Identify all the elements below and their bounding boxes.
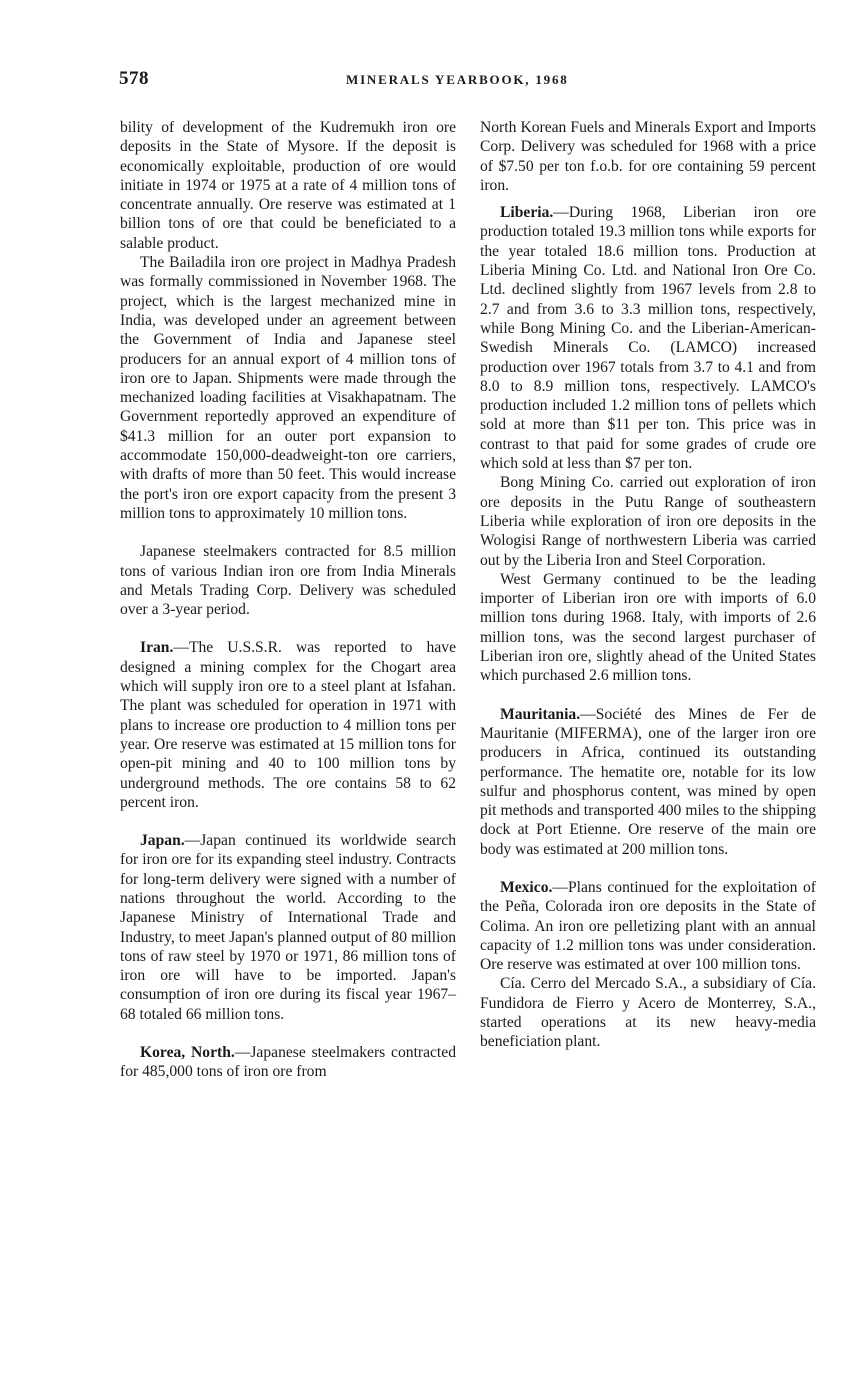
paragraph-japanese-contract: Japanese steelmakers contracted for 8.5 million tons of various Indian iron ore from India Minerals and Metals Trading Corp. Delivery was scheduled over a 3-year period. bbox=[120, 543, 456, 619]
text-mexico: —Plans continued for the exploitation of the Peña, Colorada iron ore deposits in the State of Colima. An iron ore pelletizing plant with an annual capacity of 1.2 million tons was under consideration. Ore reserve was estimated at over 100 million tons. bbox=[480, 878, 816, 974]
heading-japan: Japan. bbox=[140, 832, 185, 850]
running-title: MINERALS YEARBOOK, 1968 bbox=[346, 72, 569, 87]
right-column bbox=[480, 118, 816, 1052]
section-mexico bbox=[480, 878, 816, 974]
text-japan: —Japan continued its worldwide search for iron ore for its expanding steel industry. Contracts for long-term delivery were signed with a number of nations throughout the world. According to the Japanese Ministry of International Trade and Industry, to meet Japan's planned output of 80 million tons of raw steel by 1970 or 1971, 86 million tons of iron ore will have to be imported. Japan's consumption of iron ore during its fiscal year 1967–68 totaled 66 million tons. bbox=[120, 832, 456, 1023]
text-liberia: —During 1968, Liberian iron ore production totaled 19.3 million tons while exports for the year totaled 18.6 million tons. Production at Liberia Mining Co. Ltd. and National Iron Ore Co. Ltd. declined slightly from 1967 levels from 2.8 to 2.7 and from 3.6 to 3.3 million tons, respectively, while Bong Mining Co. and the Liberian-American-Swedish Minerals Co. (LAMCO) increased production over 1967 totals from 3.7 to 4.1 and from 8.0 to 8.9 million tons, respectively. LAMCO's production included 1.2 million tons of pellets which sold at more than $11 per ton. This price was in contrast to that paid for some grades of crude ore which sold at less than $7 per ton. bbox=[480, 204, 816, 473]
paragraph-kudremukh: bility of development of the Kudremukh iron ore deposits in the State of Mysore. If the deposit is economically exploitable, production of ore would initiate in 1974 or 1975 at a rate of 4 million tons of concentrate annually. Ore reserve was estimated at 1 billion tons of ore that could be beneficiated to a salable product. bbox=[120, 119, 456, 252]
paragraph-bong-mining: Bong Mining Co. carried out exploration of iron ore deposits in the Putu Range of southeastern Liberia while exploration of iron ore deposits in the Wologisi Range of northwestern Liberia was carried out by the Liberia Iron and Steel Corporation. bbox=[480, 474, 816, 569]
section-japan bbox=[120, 831, 456, 1024]
paragraph-bailadila: The Bailadila iron ore project in Madhya Pradesh was formally commissioned in November 1968. The project, which is the largest mechanized mine in India, was developed under an agreement between the Government of India and Japanese steel producers for an annual export of 4 million tons of iron ore to Japan. Shipments were made through the mechanized loading facilities at Visakhapatnam. The Government reportedly approved an expenditure of $41.3 million for an outer port expansion to accommodate 150,000-deadweight-ton ore carriers, with drafts of more than 50 feet. This would increase the port's iron ore export capacity from the present 3 million tons to approximately 10 million tons. bbox=[120, 254, 456, 522]
paragraph-cerro-del-mercado: Cía. Cerro del Mercado S.A., a subsidiary of Cía. Fundidora de Fierro y Acero de Monterrey, S.A., started operations at its new heavy-media beneficiation plant. bbox=[480, 975, 816, 1051]
left-column bbox=[120, 118, 456, 1082]
heading-iran: Iran. bbox=[140, 639, 174, 657]
text-korea-north: —Japanese steelmakers contracted for 485,000 tons of iron ore from bbox=[120, 1044, 456, 1081]
text-mauritania: —Société des Mines de Fer de Mauritanie (MIFERMA), one of the larger iron ore producers in Africa, continued its outstanding performance. The hematite ore, notable for its low sulfur and phosphorus content, was mined by open pit methods and transported 400 miles to the shipping dock at Port Etienne. Ore reserve of the main ore body was estimated at 200 million tons. bbox=[480, 705, 816, 858]
section-korea-north bbox=[120, 1043, 456, 1082]
section-iran bbox=[120, 638, 456, 812]
heading-mexico: Mexico. bbox=[500, 878, 553, 896]
section-liberia bbox=[480, 203, 816, 473]
text-iran: —The U.S.S.R. was reported to have designed a mining complex for the Chogart area which will supply iron ore to a steel plant at Isfahan. The plant was scheduled for operation in 1971 with plans to increase ore production to 4 million tons per year. Ore reserve was estimated at 15 million tons for open-pit mining and 40 to 100 million tons by underground methods. The ore contains 58 to 62 percent iron. bbox=[120, 639, 456, 811]
page-number: 578 bbox=[119, 68, 149, 89]
heading-mauritania: Mauritania. bbox=[500, 705, 581, 723]
section-mauritania bbox=[480, 705, 816, 859]
heading-liberia: Liberia. bbox=[500, 204, 554, 222]
paragraph-west-germany: West Germany continued to be the leading importer of Liberian iron ore with imports of 6.0 million tons during 1968. Italy, with imports of 2.6 million tons, was the second largest purchaser of Liberian iron ore, slightly ahead of the United States which purchased 2.6 million tons. bbox=[480, 570, 816, 685]
heading-korea-north: Korea, North. bbox=[140, 1044, 235, 1062]
paragraph-korea-continued: North Korean Fuels and Minerals Export and Imports Corp. Delivery was scheduled for 1968 with a price of $7.50 per ton f.o.b. for ore containing 59 percent iron. bbox=[480, 119, 816, 194]
